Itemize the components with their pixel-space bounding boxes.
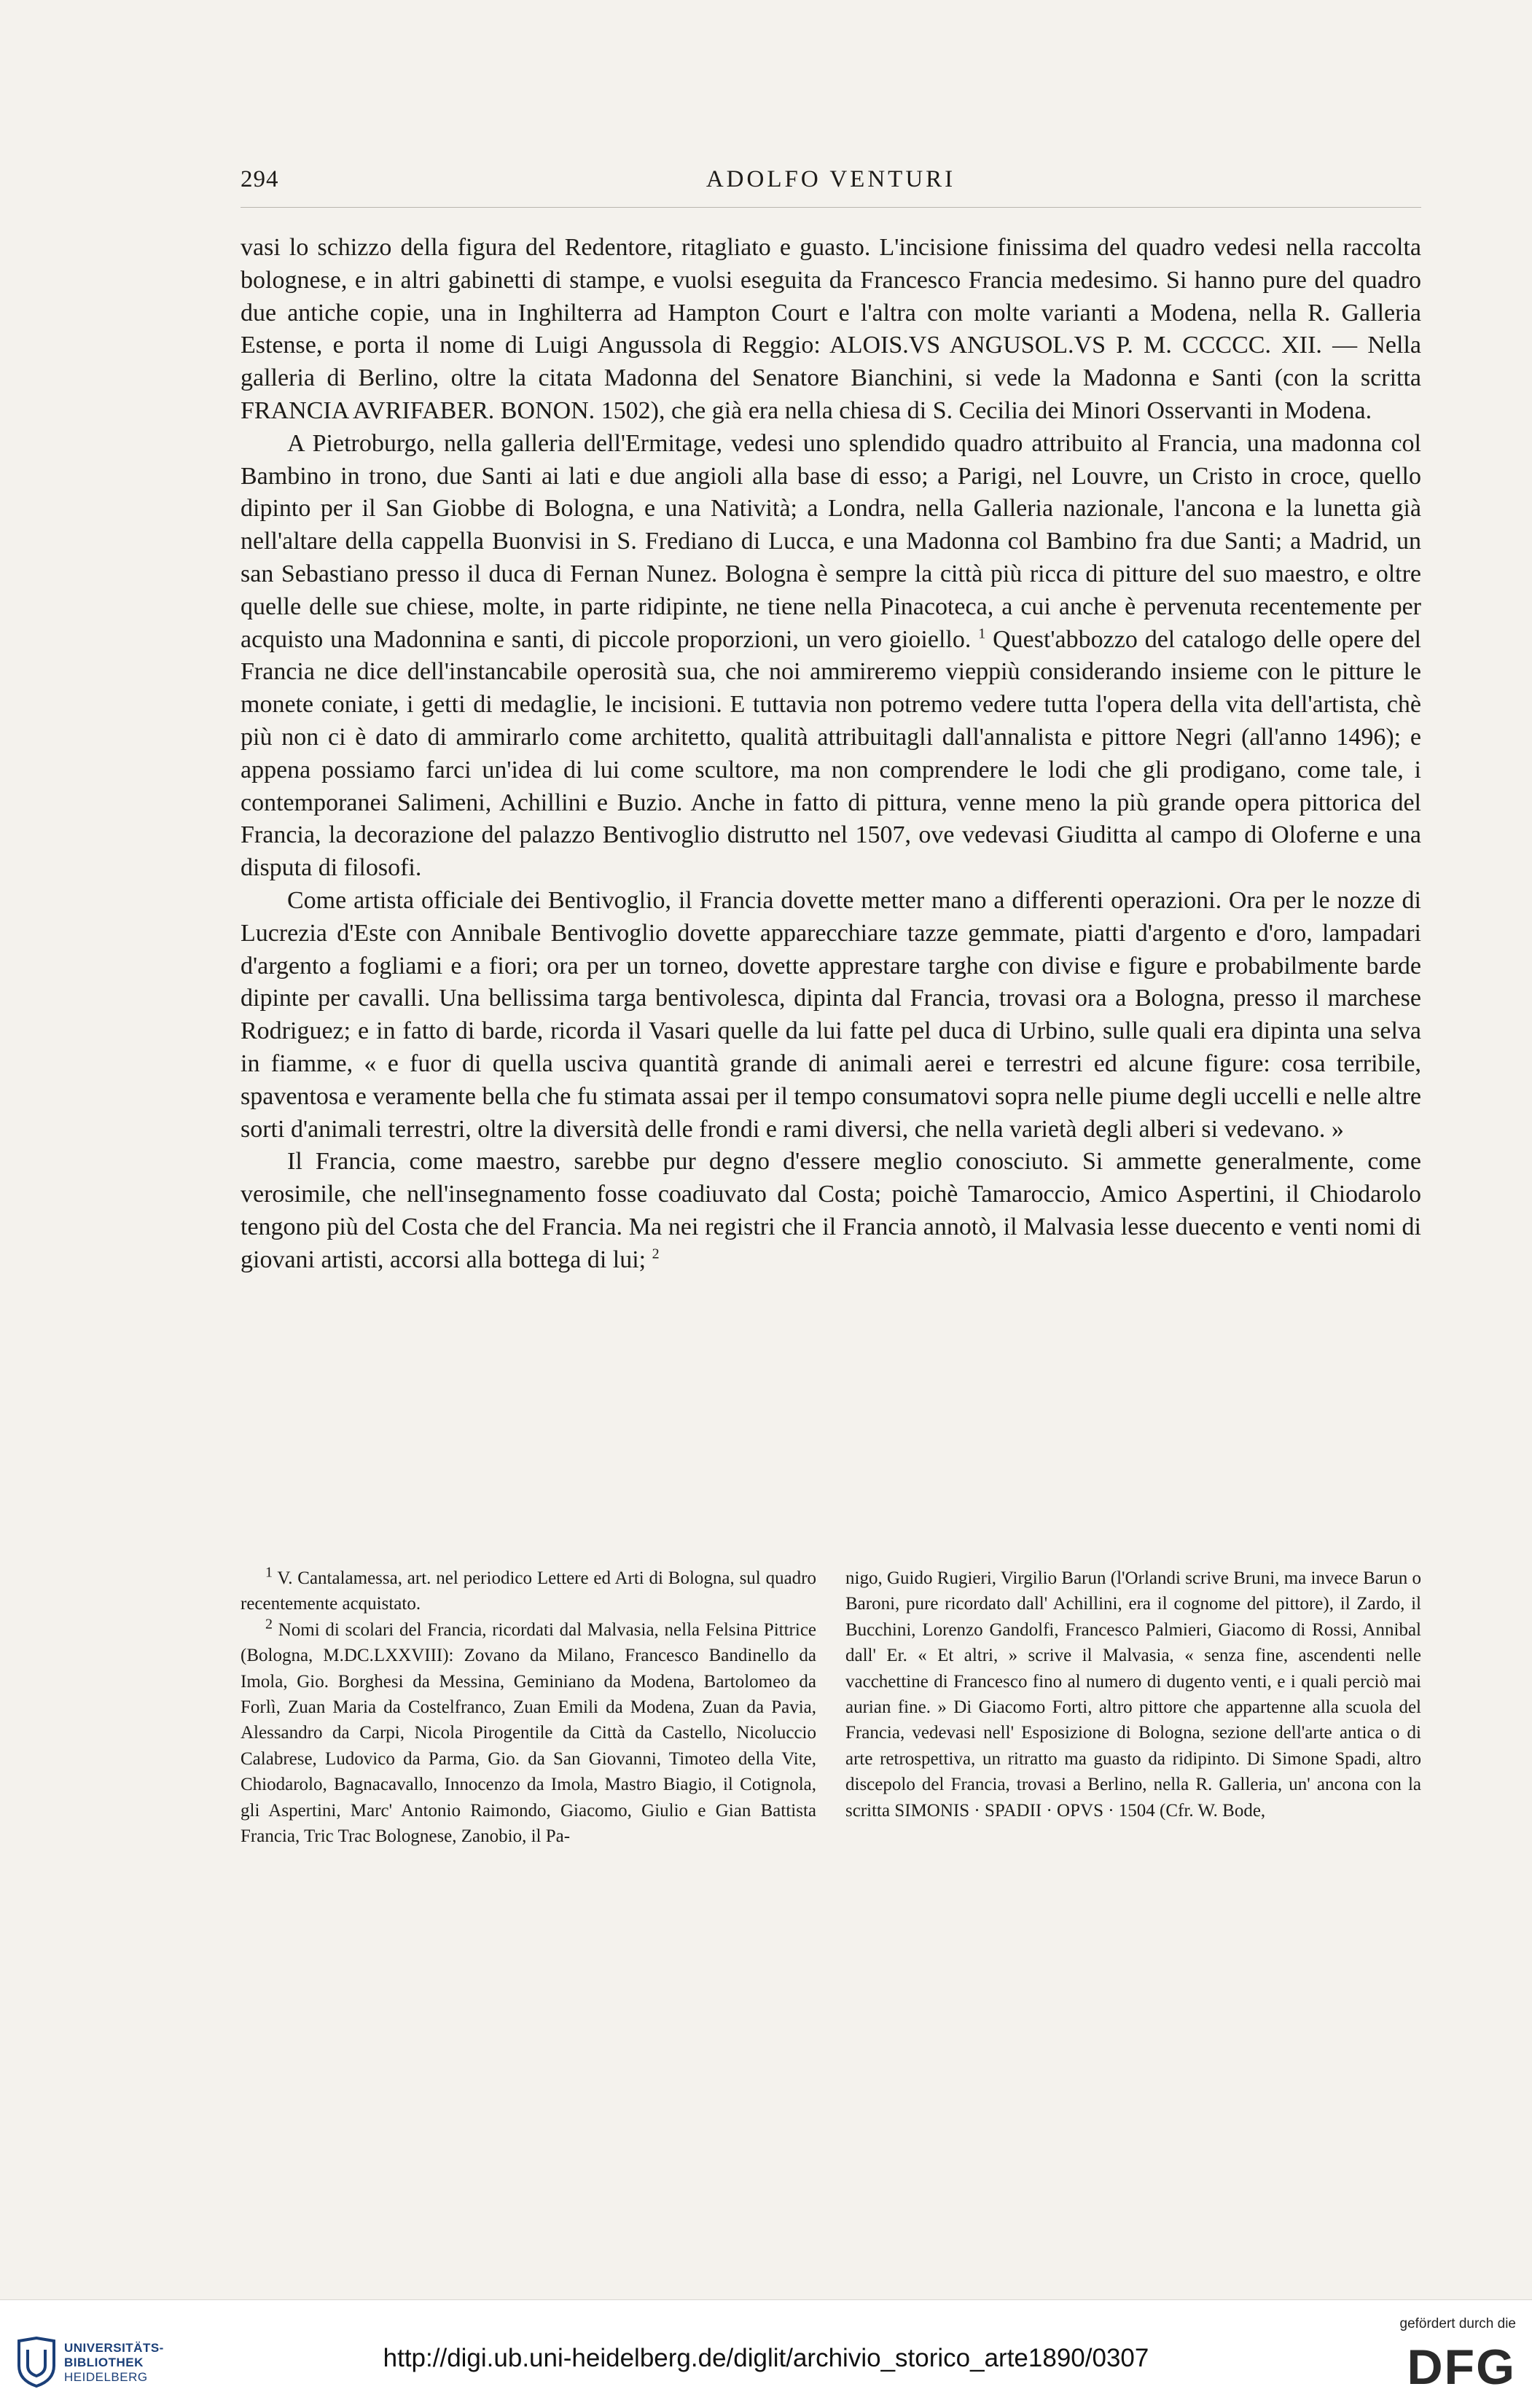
paragraph-4-text: Il Francia, come maestro, sarebbe pur degno d'essere meglio conosciuto. Si ammette generalmente, come verosimile, che nell'insegnamento fosse coadiuvato dal Costa; poichè Tamaroccio, Amico Aspertini, il Chiodarolo tengono più del Costa che del Francia. Ma nei registri che il Francia annotò, il Malvasia lesse duecento e venti nomi di giovani artisti, accorsi alla bottega di lui; bbox=[241, 1148, 1421, 1273]
paragraph-2 bbox=[241, 428, 1421, 885]
paragraph-4 bbox=[241, 1146, 1421, 1276]
page-number: 294 bbox=[241, 166, 279, 192]
footnote-ref-2[interactable]: 2 bbox=[652, 1246, 660, 1262]
sponsor-block bbox=[1356, 2316, 1516, 2396]
library-name-line-1: UNIVERSITÄTS- bbox=[64, 2341, 164, 2355]
footnotes bbox=[241, 1565, 1421, 1849]
dfg-logo[interactable]: DFG bbox=[1407, 2339, 1516, 2395]
footnote-ref-1[interactable]: 1 bbox=[978, 625, 986, 642]
main-text bbox=[241, 232, 1421, 1277]
footnote-2 bbox=[241, 1617, 816, 1850]
footnote-2-continued: nigo, Guido Rugieri, Virgilio Barun (l'Orlandi scrive Bruni, ma invece Barun o Baroni, pure ricordato dall' Achillini, era il cognome del pittore), il Zardo, il Bucchini, Lorenzo Gandolfi, Francesco Palmieri, Giacomo di Rossi, Annibal dall' Er. « Et altri, » scrive il Malvasia, « senza fine, ascendenti nelle vacchettine di Francesco fino al numero di dugento venti, e i quali perciò mai aurian fine. » Di Giacomo Forti, altro pittore che appartenne alla scuola del Francia, vedevasi nell' Esposizione di Bologna, sezione dell'arte antica o di arte retrospettiva, un ritratto ma guasto da ridipinto. Di Simone Spadi, altro discepolo del Francia, trovasi a Berlino, nella R. Galleria, un' ancona con la scritta SIMONIS · SPADII · OPVS · 1504 (Cfr. W. Bode, bbox=[845, 1568, 1421, 1821]
viewer-footer bbox=[0, 2299, 1532, 2408]
footnotes-right-column bbox=[845, 1565, 1421, 1849]
running-head-author: ADOLFO VENTURI bbox=[706, 166, 956, 192]
footnotes-left-column bbox=[241, 1565, 816, 1849]
footnote-1-text: V. Cantalamessa, art. nel periodico Lettere ed Arti di Bologna, sul quadro recentemente acquistato. bbox=[241, 1568, 816, 1614]
paragraph-2-continuation: Quest'abbozzo del catalogo delle opere del Francia ne dice dell'instancabile operosità sua, che noi ammireremo vieppiù considerando insieme con le pitture le monete coniate, i getti di medaglie, le incisioni. E tuttavia non potremo vedere tutta l'opera della vita dell'artista, chè più non ci è dato di ammirarlo come architetto, qualità attribuitagli dall'annalista e pittore Negri (all'anno 1496); e appena possiamo farci un'idea di lui come scultore, ma non comprendere le lodi che gli prodigano, come tale, i contemporanei Salimeni, Achillini e Buzio. Anche in fatto di pittura, venne meno la più grande opera pittorica del Francia, la decorazione del palazzo Bentivoglio distrutto nel 1507, ove vedevasi Giuditta al campo di Oloferne e una disputa di filosofi. bbox=[241, 625, 1422, 882]
paragraph-2-text: A Pietroburgo, nella galleria dell'Ermitage, vedesi uno splendido quadro attribuito al Francia, una madonna col Bambino in trono, due Santi ai lati e due angioli alla base di esso; a Parigi, nel Louvre, un Cristo in croce, quello dipinto per il San Giobbe di Bologna, e una Natività; a Londra, nella Galleria nazionale, l'ancona e la lunetta già nell'altare della cappella Buonvisi in S. Frediano di Lucca, e una Madonna col Bambino fra due Santi; a Madrid, un san Sebastiano presso il duca di Fernan Nunez. Bologna è sempre la città più ricca di pitture del suo maestro, e oltre quelle delle sue chiese, molte, in parte ridipinte, ne tiene nella Pinacoteca, a cui anche è pervenuta recentemente per acquisto una Madonnina e santi, di piccole proporzioni, un vero gioiello. bbox=[241, 429, 1421, 653]
paragraph-1: vasi lo schizzo della figura del Redentore, ritagliato e guasto. L'incisione finissima del quadro vedesi nella raccolta bolognese, e in altri gabinetti di stampe, e vuolsi eseguita da Francesco Francia medesimo. Si hanno pure del quadro due antiche copie, una in Inghilterra ad Hampton Court e l'altra con molte varianti a Modena, nella R. Galleria Estense, e porta il nome di Luigi Angussola di Reggio: ALOIS.VS ANGUSOL.VS P. M. CCCCC. XII. — Nella galleria di Berlino, oltre la citata Madonna del Senatore Bianchini, si vede la Madonna e Santi (con la scritta FRANCIA AVRIFABER. BONON. 1502), che già era nella chiesa di S. Cecilia dei Minori Osservanti in Modena. bbox=[241, 234, 1421, 424]
library-name-line-3: HEIDELBERG bbox=[64, 2370, 148, 2384]
header-rule bbox=[241, 207, 1421, 208]
footnote-1-mark: 1 bbox=[265, 1564, 273, 1581]
running-head bbox=[241, 166, 1421, 195]
sponsor-caption: gefördert durch die bbox=[1399, 2316, 1516, 2331]
paragraph-3: Come artista officiale dei Bentivoglio, il Francia dovette metter mano a differenti operazioni. Ora per le nozze di Lucrezia d'Este con Annibale Bentivoglio dovette apparecchiare tazze gemmate, piatti d'argento e d'oro, lampadari d'argento a fogliami e a fiori; ora per un torneo, dovette apprestare targhe con divise e figure e probabilmente barde dipinte per cavalli. Una bellissima targa bentivolesca, dipinta dal Francia, trovasi ora a Bologna, presso il marchese Rodriguez; e in fatto di barde, ricorda il Vasari quelle da lui fatte pel duca di Urbino, sulle quali era dipinta una selva in fiamme, « e fuor di quella usciva quantità grande di animali aerei e terrestri ed alcune figure: cosa terribile, spaventosa e veramente bella che fu stimata assai per il tempo consumatovi sopra nelle piume degli uccelli e nelle altre sorti d'animali terrestri, oltre la diversità delle frondi e rami diversi, che nella varietà degli alberi si vedevano. » bbox=[241, 886, 1421, 1143]
library-name-line-2: BIBLIOTHEK bbox=[64, 2356, 144, 2369]
footnote-2-mark: 2 bbox=[265, 1616, 273, 1633]
permalink-url[interactable]: http://digi.ub.uni-heidelberg.de/diglit/archivio_storico_arte1890/0307 bbox=[383, 2344, 1149, 2372]
footnote-1 bbox=[241, 1565, 816, 1617]
footnote-2-text: Nomi di scolari del Francia, ricordati dal Malvasia, nella Felsina Pittrice (Bologna, M.DC.LXXVIII): Zovano da Milano, Francesco Bandinello da Imola, Gio. Borghesi da Messina, Geminiano da Modena, Bartolomeo da Forlì, Zuan Maria da Costelfranco, Zuan Emili da Modena, Zuan da Pavia, Alessandro da Carpi, Nicola Pirogentile da Città da Castello, Nicoluccio Calabrese, Ludovico da Parma, Gio. da San Giovanni, Timoteo della Vite, Chiodarolo, Bagnacavallo, Innocenzo da Imola, Mastro Biagio, il Cotignola, gli Aspertini, Marc' Antonio Raimondo, Giacomo, Giulio e Gian Battista Francia, Tric Trac Bolognese, Zanobio, il Pa- bbox=[241, 1619, 817, 1847]
